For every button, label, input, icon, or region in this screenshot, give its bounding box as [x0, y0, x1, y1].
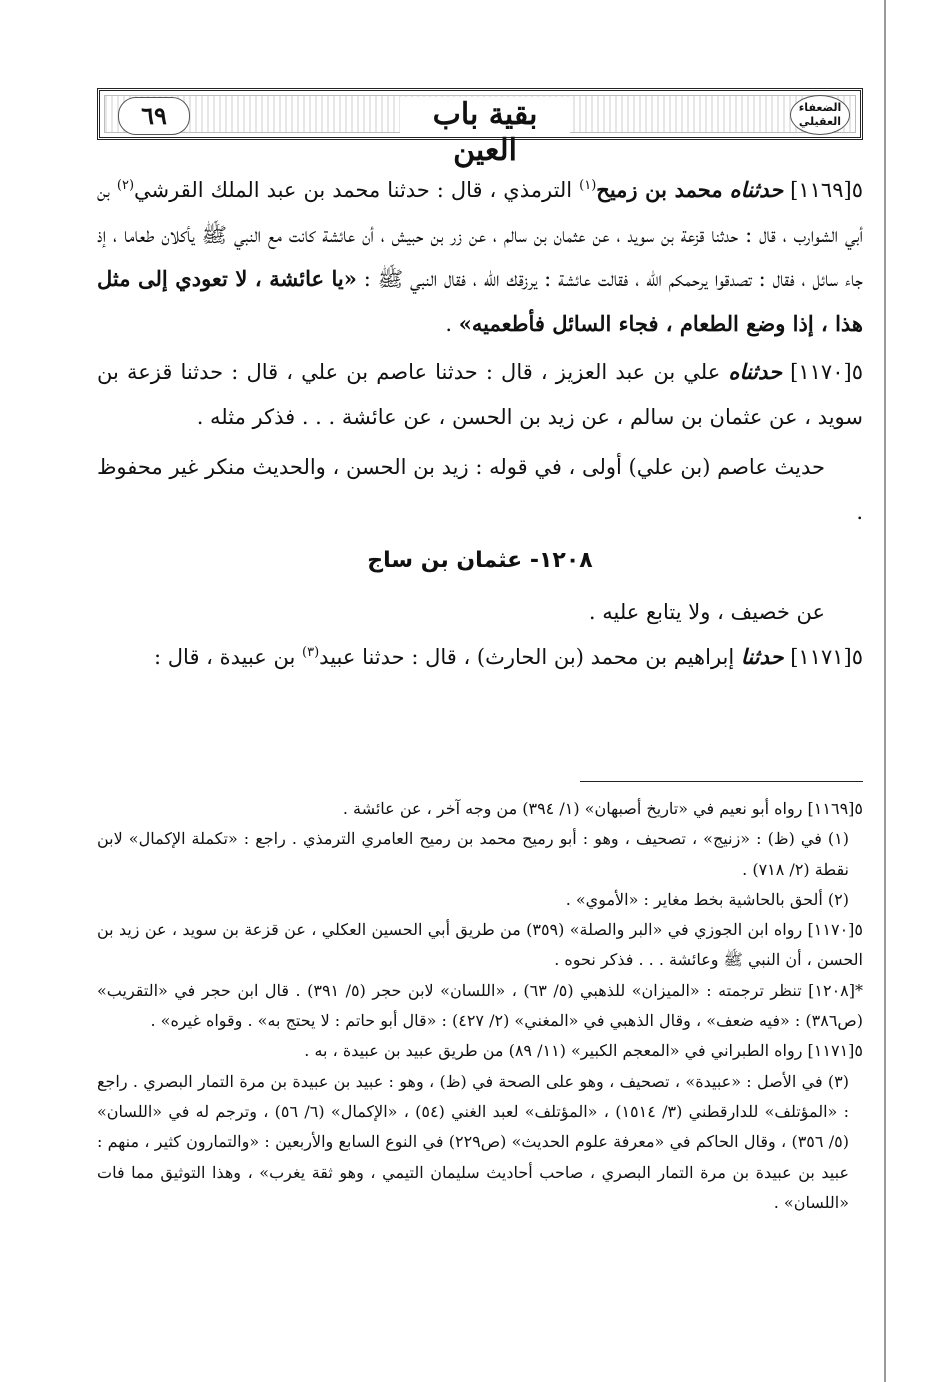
- hadith-number: ٥[١١٧١]: [790, 644, 863, 669]
- hadith-text: علي بن عبد العزيز ، قال : حدثنا عاصم بن علي ، قال : حدثنا قزعة بن سويد ، عن عثمان بن سالم ، عن زيد بن الحسن ، عن عائشة . . . فذكر مثله .: [97, 360, 863, 429]
- page-number: ٦٩: [118, 97, 190, 135]
- footnote-3: (٣) في الأصل : «عبيدة» ، تصحيف ، وهو على الصحة في (ظ) ، وهو : عبيد بن عبيدة بن مرة التمار البصري . راجع : «المؤتلف» للدارقطني (٣/ ١٥١٤) ، «المؤتلف» لعبد الغني (٥٤) ، «الإكمال» (٦/ ٥٦) ، وترجم له في «اللسان» (٥/ ٣٥٦) ، وقال الحاكم في «معرفة علوم الحديث» (ص٢٢٩) في النوع السابع والأربعين : «والتمارون كثير ، منهم : عبيد بن عبيدة بن مرة التمار البصري ، صاحب أحاديث سليمان التيمي ، وهو ثقة يغرب» ، وهذا التوثيق مما فات «اللسان» .: [97, 1071, 850, 1212]
- hadith-text: بن عبيدة ، قال :: [154, 644, 296, 669]
- hadith-text: بن أبي الشوارب ، قال : حدثنا قزعة بن سويد ، عن عثمان بن سالم ، عن زر بن حبيش ، أن عائشة كانت مع النبي ﷺ يأكلان طعاما ، إذ جاء سائل ، فقال : تصدقوا يرحمكم الله ، فقالت عائشة : يرزقك الله ، فقال النبي ﷺ :: [97, 178, 863, 291]
- footnote-divider: [580, 781, 863, 782]
- footnote-ref[interactable]: (١): [579, 178, 597, 193]
- commentary: حديث عاصم (بن علي) أولى ، في قوله : زيد بن الحسن ، والحديث منكر غير محفوظ .: [97, 455, 863, 524]
- footnote-ref[interactable]: (٢): [116, 178, 135, 193]
- page-edge-rule: [884, 0, 886, 1382]
- main-text: [97, 168, 863, 679]
- punctuation: .: [445, 311, 453, 336]
- hadith-quote: «يا عائشة ، لا تعودي إلى مثل هذا ، إذا وضع الطعام ، فجاء السائل فأطعميه»: [97, 266, 863, 336]
- page-header: [97, 88, 863, 168]
- hadith-number: ٥[١١٧٠]: [790, 360, 863, 384]
- section-title: ١٢٠٨- عثمان بن ساج: [367, 548, 593, 573]
- narration-keyword: حدثنا: [740, 643, 784, 669]
- footnote-1170: ٥[١١٧٠] رواه ابن الجوزي في «البر والصلة» (٣٥٩) من طريق أبي الحسين العكلي ، عن قزعة بن سويد ، عن زيد بن الحسن ، أن النبي ﷺ وعائشة . . . فذكر نحوه .: [97, 920, 863, 970]
- footnotes: [97, 794, 863, 1218]
- hadith-1169: [97, 168, 863, 346]
- footnote-1208: *[١٢٠٨] تنظر ترجمته : «الميزان» للذهبي (٥/ ٦٣) ، «اللسان» لابن حجر (٥/ ٣٩١) . قال ابن حجر في «التقريب» (ص٣٨٦) : «فيه ضعف» ، وقال الذهبي في «المغني» (٢/ ٤٢٧) : «قال أبو حاتم : لا يحتج به» . وقواه غيره» .: [97, 980, 863, 1031]
- narrator-name: محمد بن زميح: [596, 177, 723, 202]
- narration-keyword: حدثناه: [728, 359, 783, 384]
- narrator-note: عن خصيف ، ولا يتابع عليه .: [588, 600, 825, 624]
- book-emblem: الضعفاء العقيلي: [790, 95, 850, 135]
- footnote-1169: ٥[١١٦٩] رواه أبو نعيم في «تاريخ أصبهان» (١/ ٣٩٤) من وجه آخر ، عن عائشة .: [342, 799, 863, 818]
- footnote-2: (٢) ألحق بالحاشية بخط مغاير : «الأموي» .: [565, 889, 849, 909]
- hadith-text: الترمذي ، قال : حدثنا محمد بن عبد الملك القرشي: [134, 178, 573, 202]
- footnote-1171: ٥[١١٧١] رواه الطبراني في «المعجم الكبير» (١١/ ٨٩) من طريق عبيد بن عبيدة ، به .: [304, 1041, 863, 1061]
- footnote-1: (١) في (ظ) : «زنيج» ، تصحيف ، وهو : أبو رميح محمد بن رميح العامري الترمذي . راجع : «تكملة الإكمال» لابن نقطة (٢/ ٧١٨) .: [97, 829, 849, 879]
- hadith-number: ٥[١١٦٩]: [790, 178, 863, 202]
- hadith-text: إبراهيم بن محمد (بن الحارث) ، قال : حدثنا عبيد: [319, 644, 735, 669]
- hadith-1171: [97, 635, 863, 680]
- hadith-1170: [97, 350, 863, 439]
- footnote-ref[interactable]: (٣): [302, 644, 320, 660]
- narration-keyword: حدثناه: [729, 177, 784, 202]
- running-title: بقية باب العين: [400, 97, 570, 133]
